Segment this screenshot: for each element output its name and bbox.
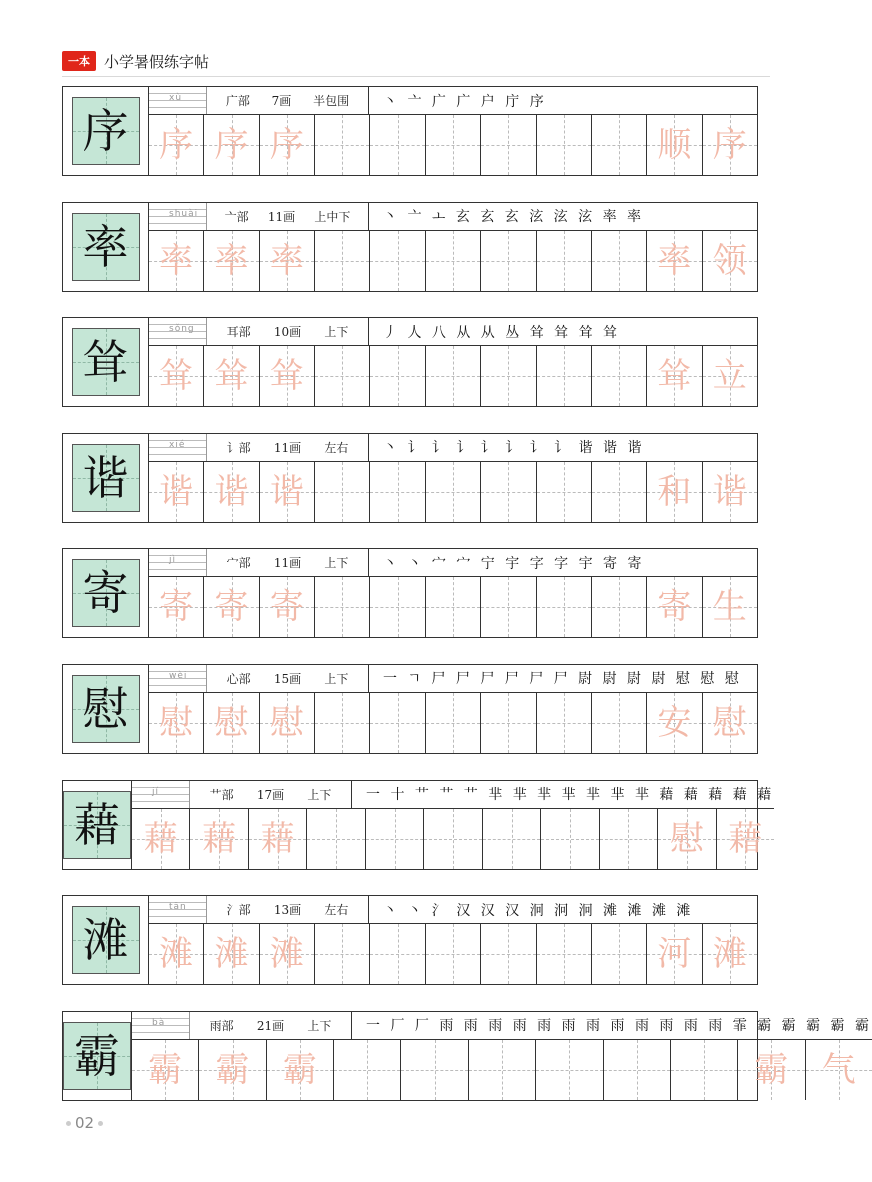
info-line (149, 549, 757, 577)
writing-cell[interactable] (426, 346, 481, 406)
page-number (62, 1114, 107, 1132)
writing-cell[interactable] (149, 115, 204, 175)
writing-cell[interactable] (481, 693, 536, 753)
practice-row (62, 433, 758, 523)
radical: 雨部 (209, 1018, 234, 1033)
trace-char: 序 (159, 125, 194, 165)
writing-cell[interactable] (537, 231, 592, 291)
writing-cell[interactable] (149, 462, 204, 522)
writing-cell[interactable] (149, 346, 204, 406)
writing-cell[interactable] (703, 577, 757, 637)
writing-cell[interactable] (426, 693, 481, 753)
trace-char: 霸 (282, 1049, 317, 1090)
model-char-cell (63, 1022, 131, 1090)
writing-grid (149, 462, 757, 522)
model-char: 耸 (82, 335, 129, 390)
writing-grid (132, 809, 774, 869)
writing-cell[interactable] (703, 346, 757, 406)
trace-char: 耸 (657, 356, 692, 397)
pinyin-hint: jí (152, 786, 160, 797)
char-meta (190, 1012, 352, 1039)
radical: 亠部 (224, 209, 249, 224)
writing-cell[interactable] (149, 924, 204, 984)
pinyin-slot[interactable] (149, 549, 207, 576)
info-line (149, 896, 757, 924)
pinyin-hint: xù (169, 93, 183, 103)
writing-cell[interactable] (204, 577, 259, 637)
model-char-cell (72, 559, 140, 627)
trace-char: 序 (214, 125, 249, 165)
structure: 左右 (324, 440, 349, 455)
trace-char: 寄 (159, 587, 194, 628)
writing-cell[interactable] (370, 346, 425, 406)
writing-grid (149, 115, 757, 175)
info-line (132, 1012, 872, 1040)
char-meta (207, 203, 369, 230)
writing-cell[interactable] (703, 462, 757, 522)
trace-char: 滩 (269, 934, 304, 975)
writing-cell[interactable] (426, 462, 481, 522)
model-char-cell (72, 444, 140, 512)
writing-cell[interactable] (426, 577, 481, 637)
pinyin-slot[interactable] (132, 781, 190, 808)
writing-cell[interactable] (537, 462, 592, 522)
radical: 氵部 (226, 903, 251, 918)
writing-cell[interactable] (604, 1040, 671, 1100)
stroke-sequence: 丶 丶 氵 汉 汉 汉 泂 泂 泂 滩 滩 滩 滩 (383, 902, 694, 919)
stroke-count: 11画 (273, 556, 302, 571)
stroke-count: 13画 (273, 903, 302, 918)
writing-cell[interactable] (703, 924, 757, 984)
model-char: 慰 (82, 681, 129, 736)
writing-cell[interactable] (204, 115, 259, 175)
stroke-sequence: 丶 亠 ㅗ 玄 玄 玄 泫 泫 泫 率 率 (383, 209, 645, 226)
writing-cell[interactable] (469, 1040, 536, 1100)
model-char: 滩 (82, 913, 129, 968)
trace-char: 谐 (712, 471, 747, 512)
writing-cell[interactable] (260, 231, 315, 291)
writing-cell[interactable] (149, 231, 204, 291)
model-char-cell (72, 97, 140, 165)
writing-cell[interactable] (600, 809, 658, 869)
writing-cell[interactable] (260, 346, 315, 406)
practice-row (62, 202, 758, 292)
writing-cell[interactable] (481, 462, 536, 522)
model-char-box (63, 665, 149, 753)
trace-char: 序 (269, 125, 304, 165)
stroke-sequence: 丶 讠 讠 讠 讠 讠 讠 讠 谐 谐 谐 (383, 440, 645, 457)
trace-char: 耸 (269, 356, 304, 397)
char-meta (207, 434, 369, 461)
radical: 宀部 (226, 556, 251, 571)
model-char: 序 (82, 104, 129, 158)
writing-cell[interactable] (703, 693, 757, 753)
trace-char: 河 (657, 934, 692, 975)
writing-cell[interactable] (260, 693, 315, 753)
practice-area (149, 87, 757, 175)
page-dot-left (66, 1121, 71, 1126)
stroke-sequence: 一 ㄱ 尸 尸 尸 尸 尸 尸 尉 尉 尉 尉 慰 慰 慰 (383, 671, 742, 688)
trace-char: 率 (214, 240, 249, 281)
writing-grid (149, 577, 757, 637)
pinyin-slot[interactable] (149, 318, 207, 345)
writing-cell[interactable] (132, 1040, 199, 1100)
info-line (132, 781, 774, 809)
trace-char: 藉 (143, 818, 178, 859)
structure: 上下 (324, 556, 349, 571)
model-char: 藉 (74, 797, 120, 852)
structure: 上下 (307, 787, 332, 802)
writing-cell[interactable] (366, 809, 424, 869)
pinyin-hint: bà (152, 1017, 166, 1028)
writing-cell[interactable] (204, 693, 259, 753)
writing-cell[interactable] (647, 115, 702, 175)
pinyin-hint: jì (169, 555, 177, 566)
stroke-count: 7画 (271, 94, 292, 108)
trace-char: 寄 (269, 587, 304, 628)
writing-cell[interactable] (592, 346, 647, 406)
pinyin-hint: shuài (169, 208, 199, 219)
stroke-count: 11画 (267, 209, 296, 224)
writing-grid (149, 693, 757, 753)
trace-char: 序 (712, 125, 747, 165)
char-meta (207, 896, 369, 923)
writing-cell[interactable] (647, 924, 702, 984)
practice-row (62, 86, 758, 176)
char-meta (207, 549, 369, 576)
writing-cell[interactable] (647, 577, 702, 637)
writing-cell[interactable] (541, 809, 599, 869)
page-number-text: 02 (75, 1114, 95, 1132)
header-divider (62, 76, 770, 77)
writing-cell[interactable] (204, 231, 259, 291)
practice-row (62, 1011, 872, 1101)
trace-char: 藉 (728, 818, 763, 859)
trace-char: 耸 (159, 356, 194, 397)
writing-cell[interactable] (537, 577, 592, 637)
trace-char: 滩 (712, 934, 747, 975)
info-line (149, 87, 757, 115)
trace-char: 霸 (754, 1049, 789, 1090)
model-char-box (63, 318, 149, 406)
model-char-box (63, 781, 132, 869)
pinyin-slot[interactable] (149, 434, 207, 461)
char-meta (207, 665, 369, 692)
trace-char: 藉 (260, 818, 295, 859)
writing-cell[interactable] (204, 924, 259, 984)
writing-cell[interactable] (647, 231, 702, 291)
stroke-sequence: 一 十 艹 艹 艹 芈 芈 芈 芈 芈 芈 芈 藉 藉 藉 藉 藉 (366, 787, 775, 804)
writing-cell[interactable] (307, 809, 365, 869)
practice-area (132, 781, 774, 869)
writing-cell[interactable] (481, 115, 536, 175)
stroke-sequence: 一 厂 厂 雨 雨 雨 雨 雨 雨 雨 雨 雨 雨 雨 雨 霏 霸 霸 霸 霸 霸 (366, 1018, 872, 1035)
pinyin-hint: xié (169, 439, 186, 450)
trace-char: 耸 (214, 356, 249, 397)
writing-cell[interactable] (537, 924, 592, 984)
series-badge: 一本 (62, 51, 96, 71)
pinyin-hint: tān (169, 902, 187, 913)
writing-cell[interactable] (537, 346, 592, 406)
stroke-sequence: 丶 丶 宀 宀 宁 宇 字 字 宇 寄 寄 (383, 555, 645, 572)
model-char: 寄 (82, 566, 129, 621)
practice-row (62, 317, 758, 407)
writing-cell[interactable] (315, 693, 370, 753)
trace-char: 谐 (269, 471, 304, 512)
writing-cell[interactable] (315, 577, 370, 637)
info-line (149, 318, 757, 346)
book-title: 小学暑假练字帖 (104, 52, 210, 71)
stroke-count: 11画 (273, 440, 302, 455)
trace-char: 藉 (202, 818, 237, 859)
writing-grid (149, 924, 757, 984)
pinyin-slot[interactable] (149, 203, 207, 230)
model-char-box (63, 1012, 132, 1100)
practice-row (62, 895, 758, 985)
model-char-box (63, 434, 149, 522)
writing-cell[interactable] (592, 693, 647, 753)
practice-row (62, 664, 758, 754)
writing-cell[interactable] (671, 1040, 738, 1100)
pinyin-slot[interactable] (149, 665, 207, 692)
writing-cell[interactable] (315, 231, 370, 291)
writing-cell[interactable] (481, 231, 536, 291)
writing-cell[interactable] (658, 809, 716, 869)
structure: 上下 (324, 325, 349, 340)
trace-char: 谐 (159, 471, 194, 512)
writing-cell[interactable] (370, 115, 425, 175)
writing-cell[interactable] (260, 462, 315, 522)
trace-char: 谐 (214, 471, 249, 512)
pinyin-slot[interactable] (149, 896, 207, 923)
structure: 半包围 (313, 94, 350, 108)
model-char-box (63, 203, 149, 291)
writing-cell[interactable] (424, 809, 482, 869)
writing-cell[interactable] (190, 809, 248, 869)
writing-cell[interactable] (592, 924, 647, 984)
writing-cell[interactable] (260, 115, 315, 175)
trace-char: 率 (159, 240, 194, 281)
trace-char: 慰 (712, 702, 747, 743)
structure: 上下 (307, 1018, 332, 1033)
writing-cell[interactable] (370, 231, 425, 291)
trace-char: 寄 (657, 587, 692, 628)
writing-cell[interactable] (132, 809, 190, 869)
practice-area (149, 549, 757, 637)
practice-row (62, 780, 775, 870)
trace-char: 霸 (215, 1049, 250, 1090)
page-header (62, 50, 209, 72)
model-char-cell (72, 906, 140, 974)
model-char: 谐 (82, 450, 129, 505)
stroke-count: 15画 (273, 671, 302, 686)
char-meta (207, 318, 369, 345)
trace-char: 安 (657, 702, 692, 743)
char-meta (190, 781, 352, 808)
pinyin-hint: wèi (169, 670, 188, 681)
writing-cell[interactable] (260, 924, 315, 984)
practice-area (149, 203, 757, 291)
writing-cell[interactable] (537, 693, 592, 753)
writing-cell[interactable] (592, 577, 647, 637)
radical: 讠部 (226, 440, 251, 455)
writing-cell[interactable] (370, 462, 425, 522)
model-char-box (63, 87, 149, 175)
model-char-cell (63, 791, 131, 859)
writing-grid (132, 1040, 872, 1100)
writing-cell[interactable] (647, 346, 702, 406)
writing-cell[interactable] (204, 346, 259, 406)
writing-cell[interactable] (738, 1040, 805, 1100)
writing-cell[interactable] (149, 577, 204, 637)
trace-char: 立 (712, 356, 747, 397)
trace-char: 生 (712, 587, 747, 628)
pinyin-slot[interactable] (149, 87, 207, 114)
trace-char: 慰 (669, 818, 704, 859)
model-char-cell (72, 675, 140, 743)
trace-char: 和 (657, 471, 692, 512)
writing-cell[interactable] (703, 231, 757, 291)
radical: 艹部 (209, 787, 234, 802)
model-char-cell (72, 213, 140, 281)
stroke-sequence: 丶 亠 广 广 户 庁 序 (383, 93, 547, 110)
writing-cell[interactable] (426, 231, 481, 291)
writing-cell[interactable] (536, 1040, 603, 1100)
info-line (149, 665, 757, 693)
writing-cell[interactable] (703, 115, 757, 175)
writing-cell[interactable] (260, 577, 315, 637)
writing-cell[interactable] (592, 115, 647, 175)
practice-area (132, 1012, 872, 1100)
writing-grid (149, 346, 757, 406)
writing-cell[interactable] (426, 924, 481, 984)
writing-cell[interactable] (481, 577, 536, 637)
page-dot-right (98, 1121, 103, 1126)
stroke-count: 17画 (256, 787, 285, 802)
model-char-box (63, 549, 149, 637)
practice-rows (62, 86, 872, 1126)
structure: 上中下 (314, 209, 351, 224)
trace-char: 滩 (214, 934, 249, 975)
pinyin-hint: sǒng (169, 324, 195, 335)
writing-cell[interactable] (315, 115, 370, 175)
writing-cell[interactable] (370, 577, 425, 637)
writing-cell[interactable] (481, 924, 536, 984)
trace-char: 率 (269, 240, 304, 281)
writing-cell[interactable] (334, 1040, 401, 1100)
writing-cell[interactable] (647, 693, 702, 753)
stroke-count: 10画 (273, 325, 302, 340)
trace-char: 慰 (159, 702, 194, 743)
writing-cell[interactable] (267, 1040, 334, 1100)
model-char-box (63, 896, 149, 984)
writing-cell[interactable] (315, 346, 370, 406)
trace-char: 寄 (214, 587, 249, 628)
writing-grid (149, 231, 757, 291)
writing-cell[interactable] (426, 115, 481, 175)
writing-cell[interactable] (647, 462, 702, 522)
trace-char: 慰 (214, 702, 249, 743)
model-char-cell (72, 328, 140, 396)
model-char: 霸 (74, 1028, 120, 1083)
writing-cell[interactable] (481, 346, 536, 406)
model-char: 率 (82, 219, 129, 274)
writing-cell[interactable] (315, 462, 370, 522)
practice-area (149, 665, 757, 753)
trace-char: 率 (657, 240, 692, 281)
practice-area (149, 318, 757, 406)
structure: 上下 (324, 671, 349, 686)
practice-row (62, 548, 758, 638)
writing-cell[interactable] (204, 462, 259, 522)
writing-cell[interactable] (149, 693, 204, 753)
writing-cell[interactable] (249, 809, 307, 869)
radical: 耳部 (226, 325, 251, 340)
trace-char: 慰 (269, 702, 304, 743)
writing-cell[interactable] (315, 924, 370, 984)
structure: 左右 (324, 903, 349, 918)
stroke-sequence: 丿 人 八 从 从 丛 耸 耸 耸 耸 (383, 324, 621, 341)
writing-cell[interactable] (537, 115, 592, 175)
writing-cell[interactable] (401, 1040, 468, 1100)
writing-cell[interactable] (806, 1040, 872, 1100)
writing-cell[interactable] (370, 693, 425, 753)
writing-cell[interactable] (199, 1040, 266, 1100)
info-line (149, 434, 757, 462)
trace-char: 领 (712, 240, 747, 281)
writing-cell[interactable] (592, 462, 647, 522)
writing-cell[interactable] (717, 809, 774, 869)
practice-area (149, 896, 757, 984)
writing-cell[interactable] (592, 231, 647, 291)
pinyin-slot[interactable] (132, 1012, 190, 1039)
radical: 心部 (226, 671, 251, 686)
trace-char: 霸 (148, 1049, 183, 1090)
trace-char: 气 (821, 1049, 856, 1090)
radical: 广部 (225, 94, 250, 108)
trace-char: 滩 (159, 934, 194, 975)
stroke-count: 21画 (256, 1018, 285, 1033)
trace-char: 顺 (657, 125, 692, 165)
info-line (149, 203, 757, 231)
practice-area (149, 434, 757, 522)
writing-cell[interactable] (483, 809, 541, 869)
char-meta (207, 87, 369, 114)
writing-cell[interactable] (370, 924, 425, 984)
